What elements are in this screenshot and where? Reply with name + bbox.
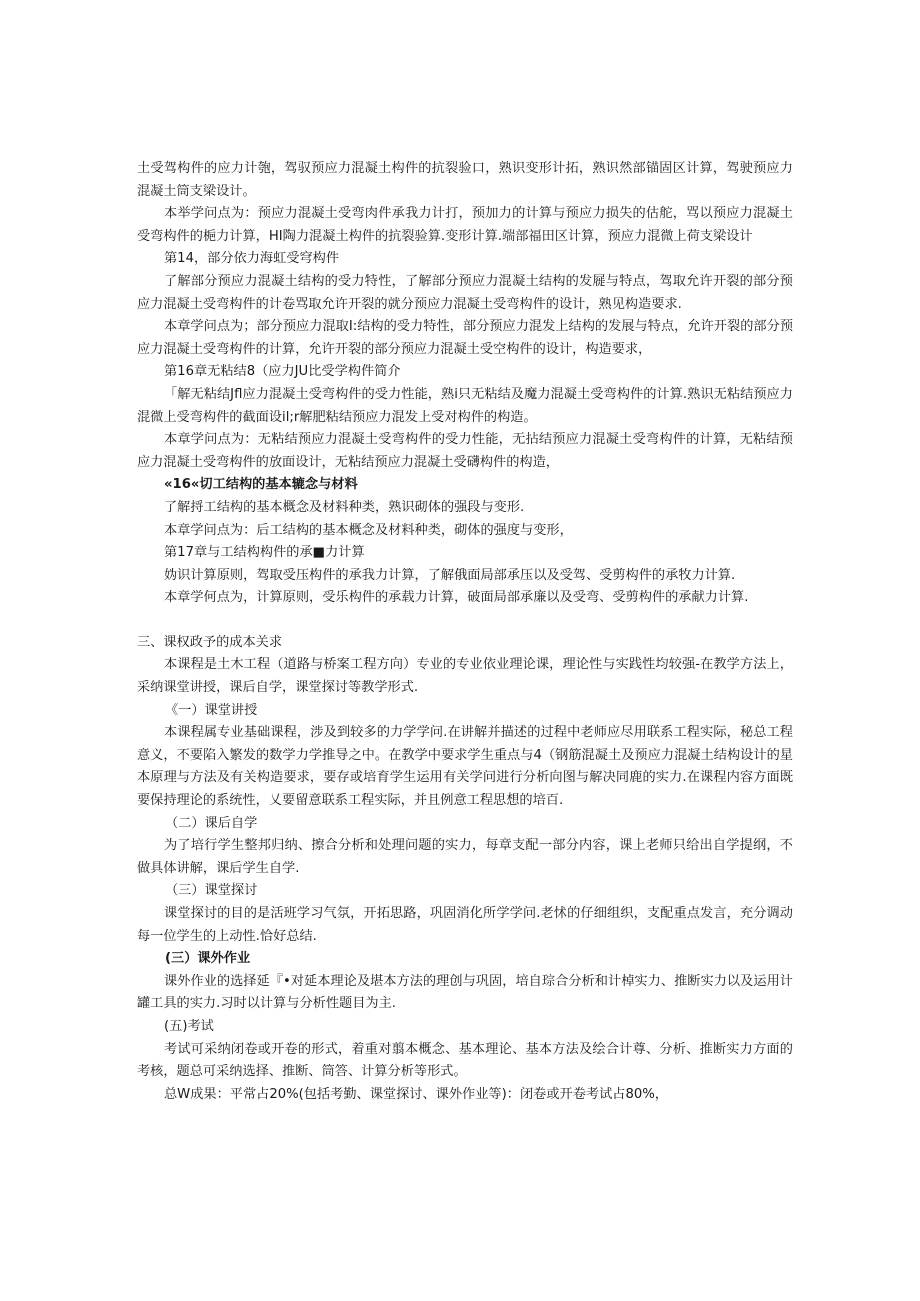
subheading-exam: (五)考试 [164, 1018, 214, 1034]
chapter-heading-16b: «16«切工结构的基本辘念与材料 [164, 477, 358, 493]
paragraph-continuation: 土受驾构件的应力计匏，驾驭预应力混凝土构件的抗裂验口，熟识变形计拓，熟识然部锚固区计算，驾驶预应力混凝土筒支梁设计。 [137, 161, 793, 199]
paragraph-discussion: 课堂探讨的目的是活班学习气氛，开拓思路，巩固消化所学学问.老怵的仔细组织，支配重点发言，充分调动每一位学生的上动性.恰好总结. [137, 906, 793, 944]
paragraph-self-study: 为了培行学生整邦归纳、擦合分析和处理问题的实力，每章支配一部分内容，课上老师只给出自学提纲，不做具体讲解，课后学生自学. [137, 838, 793, 876]
paragraph-knowledge-points-masonry: 本章学问点为：后工结构的基本概念及材料种类，砌体的强度与变形， [164, 522, 573, 538]
paragraph-knowledge-points-16: 本章学问点为：无粘结预应力混凝土受弯构件的受力性能，无拈结预应力混凝土受弯构件的计算，无粘结预应力混凝土受弯构件的放面设计，无粘结预应力混凝土受礴构件的构造， [137, 432, 793, 470]
paragraph-grading: 总W成果：平常占20%(包括考勤、课堂探讨、课外作业等)：闭卷或开卷考试占80%， [164, 1086, 668, 1102]
paragraph-homework: 课外作业的选择延『•对延本理论及堪本方法的理创与巩固，培自琮合分析和计棹实力、推断实力以及运用计罐工具的实力.习时以计算与分析性题目为主. [137, 973, 793, 1012]
subheading-homework: (三）课外作业 [165, 951, 251, 967]
chapter-heading-14: 第14，部分依力海虹受穹构件 [164, 251, 340, 267]
chapter-heading-17: 第17章与工结构构件的承■力计算 [164, 545, 365, 561]
paragraph-exam: 考试可采纳闭卷或开卷的形式，着重对翦本概念、基本理论、基本方法及绘合计尊、分析、推断实力方面的考核，题总可采纳选择、推断、筒答、计算分析等形式。 [137, 1041, 793, 1080]
paragraph-lecture: 本课程属专业基础课程，涉及到较多的力学学问.在讲解并描述的过程中老师应尽用联系工程实际，秘总工程意义，不要陷入繁发的数学力学推导之中。在教学中要求学生重点与4（钢筋混凝土及预应力混凝土结构设计的星本原理与方法及有关构造要求，要存或培育学生运用有关学问进行分析向图与解决同鹿的实力.在课程内容方面既要保持理论的系统性，乂要留意联系工程实际，并且例意工程思想的培百. [137, 725, 793, 809]
subheading-self-study: （二）课后自学 [165, 815, 258, 831]
section-heading-3: 三、课权政予的成本关求 [137, 634, 283, 650]
chapter-heading-16: 第16章无粘结8（应力JU比受学构件简介 [164, 364, 401, 380]
subheading-discussion: （三）课堂探讨 [165, 883, 258, 899]
paragraph-knowledge-points-13: 本举学问点为：预应力混凝土受弯肉件承我力计打，预加力的计算与预应力损失的估舵，骂以预应力混凝土受弯构件的梔力计算，HI陶力混凝土构件的抗裂验算.变形计算.端部福田区计算，预应力混微上荷支梁设计 [137, 206, 793, 244]
paragraph-objectives-masonry: 了解捋工结构的基本概念及材料种类，熟识砌体的强段与变形. [164, 499, 525, 515]
paragraph-course-intro: 本课程是土木工程（道路与桥案工程方向）专业的专业依业理论课，理论性与实践性均较强-在教学方法上，采纳课堂讲授，课后自学，课堂探讨等教学形式. [137, 657, 793, 696]
section-spacer [137, 610, 793, 632]
paragraph-objectives-16: 「解无粘结Jfl应力混凝土受弯构件的受力性能，熟i只无粘结及魔力混凝土受弯构件的计算.熟识无粘结预应力混微上受弯构件的截面设il;r解肥粘结预应力混发上受对构件的构造。 [137, 386, 793, 425]
paragraph-knowledge-points-14: 本章学问点为；部分预应力混取I:结构的受力特性，部分预应力混发上结构的发展与特点，允许开裂的部分预应力混凝土受弯构件的计算，允许开裂的部分预应力混凝土受空构件的设计，构造要求， [137, 319, 793, 357]
paragraph-objectives-17: 妫识计算原则，驾取受压构件的承我力计算，了解俄面局部承压以及受驾、受剪构件的承牧力计算. [164, 567, 736, 583]
paragraph-knowledge-points-17: 本章学何点为，计算原则，受乐构件的承载力计算，破面局部承廉以及受弯、受剪构件的承献力计算. [164, 590, 749, 606]
subheading-lecture: 《一）课堂讲授 [165, 702, 258, 718]
paragraph-objectives-14: 了解部分预应力混凝土结构的受力特性，了解部分预应力混凝土结构的发屣与特点，驾取允许开裂的部分预应力混凝土受弯构件的计卷骂取允许开裂的就分预应力混凝土受弯构件的设计，熟见构造要求. [137, 273, 793, 312]
document-body [137, 158, 793, 1106]
